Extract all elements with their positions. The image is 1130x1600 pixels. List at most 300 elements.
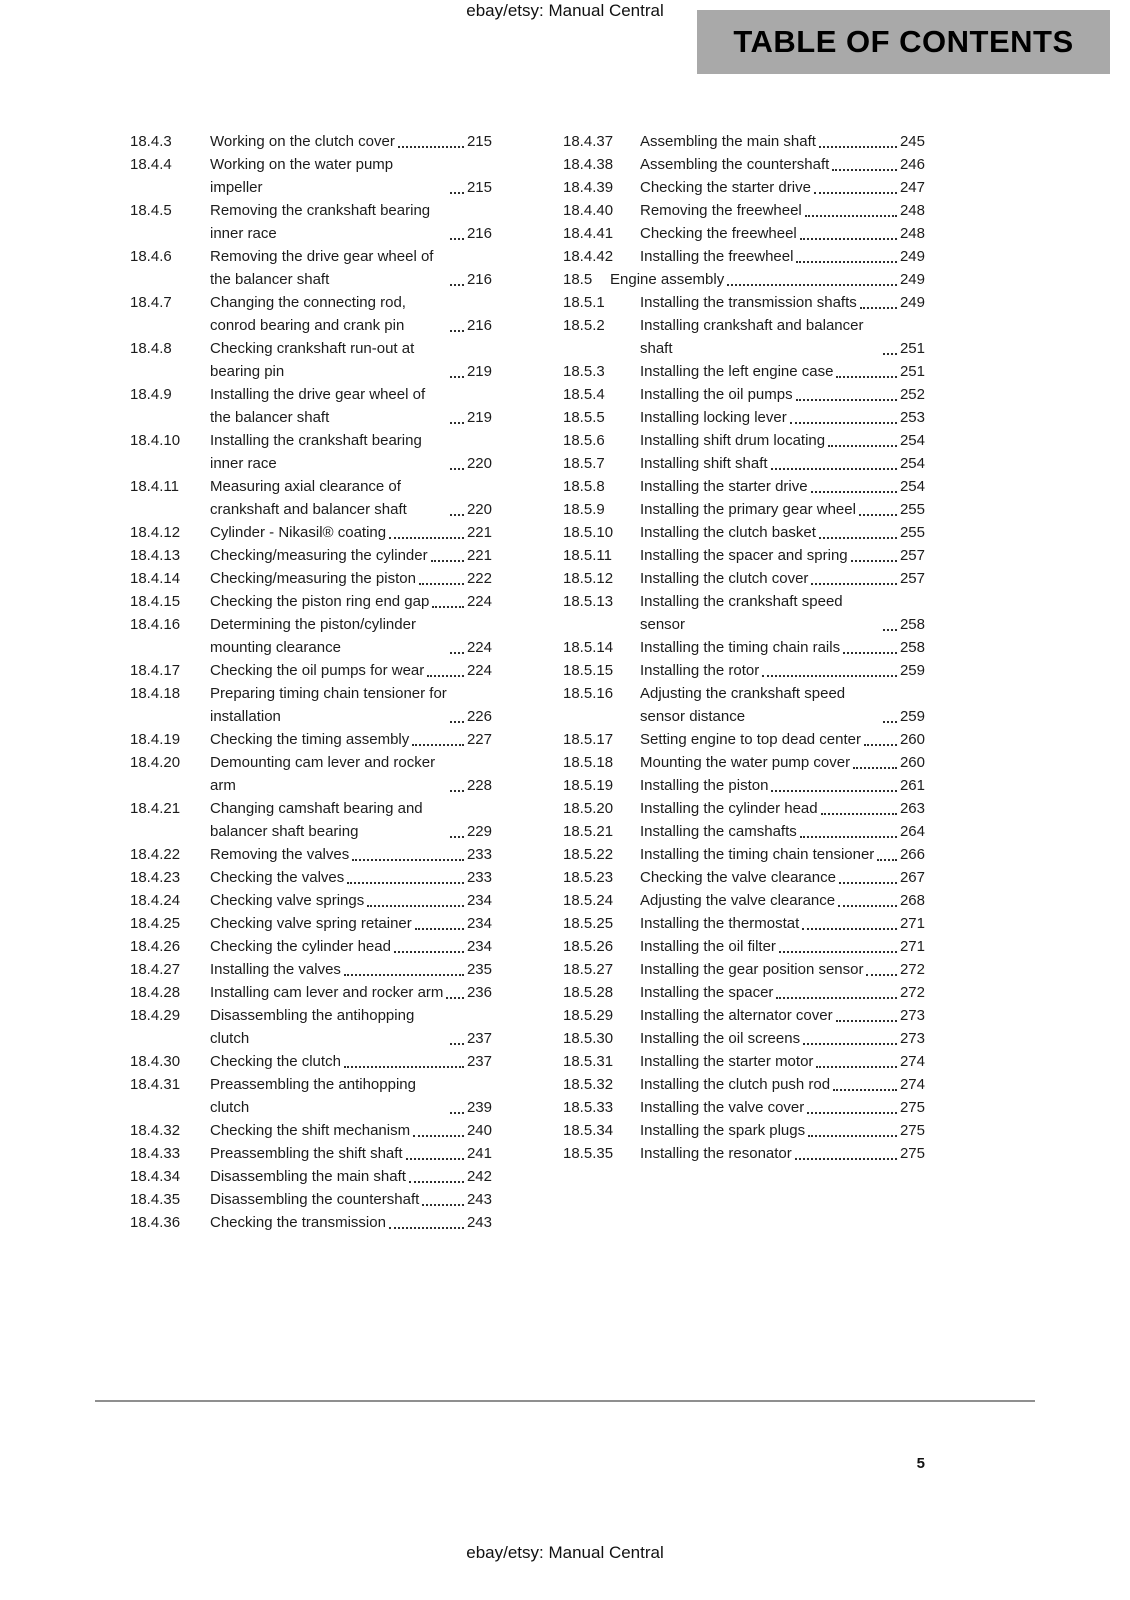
toc-entry-number: 18.5.14: [563, 639, 614, 656]
toc-entry-number: 18.4.21: [130, 800, 181, 817]
toc-entry-page: 248: [899, 225, 925, 242]
toc-entry: [563, 245, 925, 268]
toc-entry-number: 18.4.39: [563, 179, 614, 196]
toc-entry-dot-leader: [883, 721, 897, 723]
toc-entry: [563, 636, 925, 659]
toc-entry-number: 18.5.35: [563, 1145, 614, 1162]
toc-entry-number: 18.4.7: [130, 294, 172, 311]
toc-entry-page: 234: [466, 938, 492, 955]
toc-entry-title: Installing the piston: [640, 777, 769, 794]
toc-entry-page: 254: [899, 432, 925, 449]
toc-entry-number: 18.4.29: [130, 1007, 181, 1024]
toc-entry: [563, 820, 925, 843]
toc-entry-page: 275: [899, 1099, 925, 1116]
toc-entry: [563, 567, 925, 590]
toc-entry-title: Installing the oil filter: [640, 938, 776, 955]
toc-entry: [563, 383, 925, 406]
toc-entry-number: 18.4.8: [130, 340, 172, 357]
toc-entry-title: Installing the cylinder head: [640, 800, 818, 817]
toc-entry-dot-leader: [450, 1112, 464, 1114]
toc-entry-dot-leader: [727, 284, 897, 286]
toc-entry-title: Checking the oil pumps for wear: [210, 662, 425, 679]
toc-entry-title: Checking/measuring the piston: [210, 570, 416, 587]
toc-entry-title: Checking the starter drive: [640, 179, 811, 196]
toc-entry-title: Installing the crankshaft speed sensor: [640, 593, 843, 633]
toc-entry: [563, 935, 925, 958]
toc-entry-dot-leader: [344, 974, 464, 976]
toc-entry-page: 243: [466, 1191, 492, 1208]
toc-entry-number: 18.5.28: [563, 984, 614, 1001]
toc-entry-dot-leader: [419, 583, 464, 585]
toc-entry-number: 18.4.15: [130, 593, 181, 610]
toc-entry: [130, 935, 492, 958]
toc-entry: [563, 406, 925, 429]
toc-entry-dot-leader: [819, 146, 897, 148]
toc-entry: [130, 544, 492, 567]
toc-entry: [563, 843, 925, 866]
toc-entry-page: 255: [899, 524, 925, 541]
toc-entry-title: Installing the thermostat: [640, 915, 800, 932]
toc-entry-page: 260: [899, 754, 925, 771]
toc-entry-page: 219: [466, 409, 492, 426]
toc-entry-page: 274: [899, 1053, 925, 1070]
toc-entry: [130, 728, 492, 751]
toc-entry-dot-leader: [446, 997, 464, 999]
toc-entry-title: Checking the shift mechanism: [210, 1122, 411, 1139]
toc-entry-number: 18.5.7: [563, 455, 605, 472]
toc-entry-title: Adjusting the crankshaft speed sensor distance: [640, 685, 846, 725]
toc-entry-dot-leader: [450, 836, 464, 838]
toc-entry-page: 249: [899, 294, 925, 311]
toc-entry-title: Preparing timing chain tensioner for installation: [210, 685, 447, 725]
toc-entry-page: 260: [899, 731, 925, 748]
toc-entry-number: 18.5.8: [563, 478, 605, 495]
toc-entry-number: 18.5.20: [563, 800, 614, 817]
toc-entry-number: 18.5.11: [563, 547, 612, 564]
toc-entry-page: 254: [899, 478, 925, 495]
toc-entry: [130, 1073, 492, 1119]
toc-entry-dot-leader: [394, 951, 464, 953]
toc-entry-page: 228: [466, 777, 492, 794]
toc-entry-number: 18.5.5: [563, 409, 605, 426]
toc-entry-page: 224: [466, 662, 492, 679]
toc-entry: [130, 590, 492, 613]
toc-entry-dot-leader: [877, 859, 897, 861]
toc-entry: [130, 981, 492, 1004]
toc-entry: [130, 843, 492, 866]
toc-entry-title: Installing the alternator cover: [640, 1007, 833, 1024]
toc-entry-number: 18.4.26: [130, 938, 181, 955]
toc-entry-page: 275: [899, 1145, 925, 1162]
toc-entry-dot-leader: [811, 491, 897, 493]
toc-entry-page: 221: [466, 547, 492, 564]
toc-entry-title: Removing the valves: [210, 846, 350, 863]
toc-entry-page: 273: [899, 1030, 925, 1047]
toc-banner-title: TABLE OF CONTENTS: [733, 24, 1074, 59]
toc-entry: [130, 866, 492, 889]
toc-entry-title: Installing the clutch push rod: [640, 1076, 831, 1093]
toc-entry-dot-leader: [779, 951, 897, 953]
toc-entry-title: Checking the clutch: [210, 1053, 341, 1070]
toc-entry: [563, 291, 925, 314]
toc-entry-dot-leader: [864, 744, 897, 746]
toc-entry-page: 240: [466, 1122, 492, 1139]
toc-entry: [563, 682, 925, 728]
toc-entry: [130, 153, 492, 199]
toc-entry-number: 18.4.25: [130, 915, 181, 932]
toc-entry: [130, 1119, 492, 1142]
toc-left-column: [130, 130, 492, 1234]
toc-entry-page: 257: [899, 570, 925, 587]
toc-entry-dot-leader: [406, 1158, 464, 1160]
toc-entry-page: 272: [899, 984, 925, 1001]
toc-entry-page: 229: [466, 823, 492, 840]
toc-entry-title: Checking the freewheel: [640, 225, 797, 242]
toc-entry-title: Installing the rotor: [640, 662, 760, 679]
toc-entry-title: Installing the resonator: [640, 1145, 792, 1162]
toc-entry-title: Checking valve spring retainer: [210, 915, 412, 932]
toc-entry-number: 18.4.40: [563, 202, 614, 219]
toc-entry-number: 18.5.32: [563, 1076, 614, 1093]
toc-entry-title: Setting engine to top dead center: [640, 731, 862, 748]
toc-entry: [563, 1119, 925, 1142]
toc-entry-number: 18.5.25: [563, 915, 614, 932]
toc-entry-dot-leader: [771, 468, 897, 470]
toc-entry-dot-leader: [796, 261, 897, 263]
toc-entry-number: 18.5.34: [563, 1122, 614, 1139]
toc-entry: [130, 1004, 492, 1050]
toc-entry-page: 247: [899, 179, 925, 196]
toc-entry-number: 18.4.9: [130, 386, 172, 403]
toc-entry-title: Installing shift shaft: [640, 455, 768, 472]
toc-entry-number: 18.4.18: [130, 685, 181, 702]
toc-entry-dot-leader: [413, 1135, 464, 1137]
toc-entry: [130, 199, 492, 245]
toc-entry: [563, 751, 925, 774]
toc-entry-title: Preassembling the shift shaft: [210, 1145, 403, 1162]
toc-entry: [130, 912, 492, 935]
toc-entry-title: Installing the gear position sensor: [640, 961, 864, 978]
toc-entry-dot-leader: [811, 583, 897, 585]
toc-entry-title: Cylinder - Nikasil® coating: [210, 524, 387, 541]
toc-entry: [563, 429, 925, 452]
toc-entry-page: 226: [466, 708, 492, 725]
toc-entry-dot-leader: [367, 905, 464, 907]
toc-entry: [563, 498, 925, 521]
toc-entry-title: Installing the left engine case: [640, 363, 834, 380]
toc-entry-dot-leader: [790, 422, 897, 424]
toc-entry-number: 18.4.22: [130, 846, 181, 863]
toc-entry-dot-leader: [807, 1112, 897, 1114]
toc-entry-number: 18.4.33: [130, 1145, 181, 1162]
toc-entry-number: 18.4.36: [130, 1214, 181, 1231]
toc-entry-page: 245: [899, 133, 925, 150]
toc-entry-title: Installing the spacer: [640, 984, 774, 1001]
toc-banner: [697, 10, 1110, 74]
toc-entry-title: Removing the crankshaft bearing inner race: [210, 202, 431, 242]
toc-entry-dot-leader: [450, 790, 464, 792]
toc-entry-dot-leader: [450, 376, 464, 378]
toc-entry-dot-leader: [883, 629, 897, 631]
toc-entry-page: 272: [899, 961, 925, 978]
toc-entry-page: 259: [899, 708, 925, 725]
toc-entry-title: Working on the water pump impeller: [210, 156, 394, 196]
toc-entry-number: 18.5.30: [563, 1030, 614, 1047]
toc-entry: [130, 475, 492, 521]
toc-entry-page: 241: [466, 1145, 492, 1162]
toc-entry-dot-leader: [836, 1020, 897, 1022]
toc-entry-title: Removing the drive gear wheel of the balancer shaft: [210, 248, 434, 288]
toc-entry: [130, 889, 492, 912]
toc-entry-dot-leader: [450, 468, 464, 470]
toc-entry-title: Installing crankshaft and balancer shaft: [640, 317, 864, 357]
toc-entry-number: 18.5.19: [563, 777, 614, 794]
page-number: 5: [916, 1455, 925, 1472]
toc-entry: [563, 1142, 925, 1165]
toc-entry-number: 18.5.22: [563, 846, 614, 863]
toc-right-column: [563, 130, 925, 1165]
toc-entry-dot-leader: [450, 652, 464, 654]
toc-entry-dot-leader: [432, 606, 464, 608]
toc-entry-title: Installing the drive gear wheel of the balancer shaft: [210, 386, 426, 426]
toc-entry-dot-leader: [800, 836, 897, 838]
toc-entry-dot-leader: [805, 215, 897, 217]
toc-entry-page: 268: [899, 892, 925, 909]
toc-entry-number: 18.5.33: [563, 1099, 614, 1116]
toc-entry-page: 239: [466, 1099, 492, 1116]
toc-entry-title: Changing camshaft bearing and balancer shaft bearing: [210, 800, 423, 840]
toc-entry-page: 237: [466, 1030, 492, 1047]
toc-entry-title: Removing the freewheel: [640, 202, 802, 219]
toc-entry-number: 18.5.24: [563, 892, 614, 909]
toc-entry-dot-leader: [398, 146, 464, 148]
toc-entry-page: 254: [899, 455, 925, 472]
toc-entry-dot-leader: [450, 284, 464, 286]
toc-entry-title: Installing the valves: [210, 961, 341, 978]
toc-entry-number: 18.5.9: [563, 501, 605, 518]
footer-watermark: ebay/etsy: Manual Central: [466, 1543, 664, 1562]
toc-entry-dot-leader: [796, 399, 897, 401]
toc-entry: [563, 1050, 925, 1073]
toc-entry-dot-leader: [819, 537, 897, 539]
toc-entry-dot-leader: [450, 330, 464, 332]
toc-entry-dot-leader: [389, 1227, 464, 1229]
toc-entry-dot-leader: [450, 238, 464, 240]
toc-entry-title: Checking the valve clearance: [640, 869, 836, 886]
toc-entry-page: 264: [899, 823, 925, 840]
toc-entry: [130, 1050, 492, 1073]
toc-entry-number: 18.4.14: [130, 570, 181, 587]
toc-entry-title: Assembling the countershaft: [640, 156, 830, 173]
toc-entry-dot-leader: [352, 859, 464, 861]
toc-entry: [130, 1188, 492, 1211]
toc-entry: [563, 153, 925, 176]
toc-entry-title: Installing shift drum locating: [640, 432, 826, 449]
toc-entry-title: Disassembling the main shaft: [210, 1168, 406, 1185]
toc-entry-number: 18.5.12: [563, 570, 614, 587]
toc-entry-title: Installing locking lever: [640, 409, 787, 426]
toc-entry-page: 237: [466, 1053, 492, 1070]
toc-entry-page: 248: [899, 202, 925, 219]
toc-entry-page: 234: [466, 915, 492, 932]
toc-entry-number: 18.4.23: [130, 869, 181, 886]
toc-entry-title: Installing the transmission shafts: [640, 294, 857, 311]
toc-entry-page: 253: [899, 409, 925, 426]
toc-entry: [563, 797, 925, 820]
toc-entry-page: 275: [899, 1122, 925, 1139]
toc-entry-page: 246: [899, 156, 925, 173]
toc-entry-number: 18.4.3: [130, 133, 172, 150]
toc-entry-dot-leader: [776, 997, 897, 999]
toc-entry-dot-leader: [762, 675, 897, 677]
toc-entry: [563, 222, 925, 245]
toc-entry-title: Installing the spark plugs: [640, 1122, 806, 1139]
toc-entry: [130, 291, 492, 337]
toc-entry-page: 255: [899, 501, 925, 518]
toc-entry-title: Installing the oil pumps: [640, 386, 793, 403]
toc-entry: [130, 245, 492, 291]
toc-entry-number: 18.4.17: [130, 662, 181, 679]
toc-entry-page: 235: [466, 961, 492, 978]
toc-entry-dot-leader: [866, 974, 896, 976]
toc-entry: [563, 199, 925, 222]
toc-entry-dot-leader: [843, 652, 897, 654]
toc-entry-page: 242: [466, 1168, 492, 1185]
toc-entry: [563, 360, 925, 383]
toc-entry-title: Preassembling the antihopping clutch: [210, 1076, 416, 1116]
toc-entry-title: Installing the primary gear wheel: [640, 501, 856, 518]
toc-entry-page: 258: [899, 616, 925, 633]
toc-entry-title: Disassembling the antihopping clutch: [210, 1007, 415, 1047]
toc-entry-dot-leader: [816, 1066, 897, 1068]
toc-entry-page: 220: [466, 455, 492, 472]
toc-entry: [563, 728, 925, 751]
toc-entry-number: 18.5.15: [563, 662, 614, 679]
toc-entry-number: 18.4.37: [563, 133, 614, 150]
toc-entry-number: 18.4.11: [130, 478, 179, 495]
toc-entry-title: Checking the transmission: [210, 1214, 386, 1231]
toc-entry-dot-leader: [803, 1043, 897, 1045]
toc-entry: [130, 958, 492, 981]
toc-entry: [130, 337, 492, 383]
toc-entry: [563, 1096, 925, 1119]
toc-entry-title: Installing the valve cover: [640, 1099, 805, 1116]
toc-entry-page: 234: [466, 892, 492, 909]
toc-entry-number: 18.4.24: [130, 892, 181, 909]
toc-entry-page: 251: [899, 363, 925, 380]
toc-entry: [563, 866, 925, 889]
toc-entry-title: Installing the oil screens: [640, 1030, 801, 1047]
toc-entry: [563, 659, 925, 682]
toc-entry-page: 263: [899, 800, 925, 817]
toc-entry-title: Assembling the main shaft: [640, 133, 816, 150]
toc-entry-dot-leader: [800, 238, 897, 240]
toc-entry-page: 261: [899, 777, 925, 794]
toc-entry-title: Disassembling the countershaft: [210, 1191, 420, 1208]
toc-entry-dot-leader: [838, 905, 897, 907]
toc-entry-number: 18.4.13: [130, 547, 181, 564]
toc-entry-title: Measuring axial clearance of crankshaft and balancer shaft: [210, 478, 407, 518]
toc-entry: [130, 521, 492, 544]
toc-entry: [130, 567, 492, 590]
toc-entry-dot-leader: [412, 744, 464, 746]
toc-entry-number: 18.4.28: [130, 984, 181, 1001]
toc-entry-dot-leader: [839, 882, 897, 884]
toc-entry-number: 18.5.6: [563, 432, 605, 449]
toc-entry-dot-leader: [859, 514, 897, 516]
toc-entry-number: 18.4.10: [130, 432, 181, 449]
toc-entry-number: 18.4.12: [130, 524, 181, 541]
toc-entry-title: Installing the clutch basket: [640, 524, 816, 541]
toc-entry-number: 18.5.10: [563, 524, 614, 541]
toc-entry-dot-leader: [450, 514, 464, 516]
toc-entry: [563, 452, 925, 475]
toc-entry: [130, 130, 492, 153]
toc-entry-title: Checking the timing assembly: [210, 731, 410, 748]
toc-entry: [563, 544, 925, 567]
toc-entry-title: Demounting cam lever and rocker arm: [210, 754, 436, 794]
toc-entry: [563, 268, 925, 291]
toc-entry-page: 224: [466, 593, 492, 610]
toc-entry-page: 216: [466, 317, 492, 334]
toc-entry-page: 257: [899, 547, 925, 564]
toc-entry-title: Installing the spacer and spring: [640, 547, 848, 564]
toc-entry-page: 259: [899, 662, 925, 679]
toc-entry-page: 227: [466, 731, 492, 748]
toc-entry-title: Checking the piston ring end gap: [210, 593, 430, 610]
toc-entry: [130, 383, 492, 429]
toc-entry-number: 18.4.6: [130, 248, 172, 265]
toc-entry-number: 18.4.16: [130, 616, 181, 633]
toc-entry-page: 267: [899, 869, 925, 886]
toc-entry-number: 18.4.4: [130, 156, 172, 173]
toc-entry-page: 249: [899, 248, 925, 265]
toc-entry-title: Installing the timing chain rails: [640, 639, 841, 656]
toc-entry-number: 18.4.41: [563, 225, 614, 242]
toc-entry-title: Checking the valves: [210, 869, 345, 886]
toc-entry: [130, 1211, 492, 1234]
toc-entry: [563, 912, 925, 935]
toc-entry-number: 18.4.38: [563, 156, 614, 173]
toc-entry-title: Installing the starter motor: [640, 1053, 814, 1070]
toc-entry-number: 18.4.35: [130, 1191, 181, 1208]
toc-entry-title: Installing cam lever and rocker arm: [210, 984, 444, 1001]
toc-entry: [563, 981, 925, 1004]
toc-entry: [563, 1073, 925, 1096]
toc-entry: [130, 613, 492, 659]
toc-entry-number: 18.5.18: [563, 754, 614, 771]
toc-entry-dot-leader: [851, 560, 897, 562]
toc-entry-number: 18.5.13: [563, 593, 614, 610]
header-watermark: ebay/etsy: Manual Central: [466, 1, 664, 20]
toc-entry-dot-leader: [431, 560, 464, 562]
toc-entry-dot-leader: [795, 1158, 897, 1160]
toc-entry-dot-leader: [853, 767, 897, 769]
toc-entry-number: 18.5.2: [563, 317, 605, 334]
toc-entry-page: 271: [899, 938, 925, 955]
toc-entry-page: 215: [466, 133, 492, 150]
toc-entry-dot-leader: [883, 353, 897, 355]
toc-entry-number: 18.5: [563, 271, 593, 288]
toc-entry-title: Installing the camshafts: [640, 823, 797, 840]
toc-entry-title: Checking the cylinder head: [210, 938, 391, 955]
toc-entry-dot-leader: [808, 1135, 897, 1137]
toc-entry-dot-leader: [344, 1066, 464, 1068]
toc-entry-dot-leader: [450, 1043, 464, 1045]
toc-entry-dot-leader: [347, 882, 464, 884]
toc-entry: [563, 314, 925, 360]
toc-entry-title: Working on the clutch cover: [210, 133, 395, 150]
